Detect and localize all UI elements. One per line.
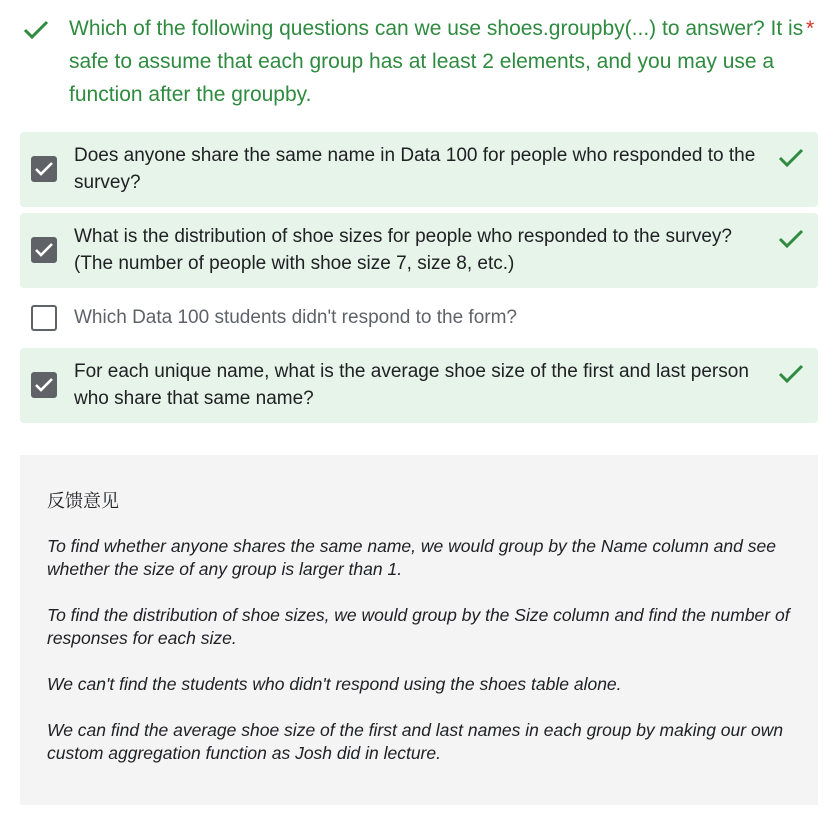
checkbox-checked[interactable] xyxy=(31,372,57,398)
option-label: For each unique name, what is the average shoe size of the first and last person who share that same name? xyxy=(74,361,749,409)
question-header xyxy=(0,0,836,120)
option-item[interactable] xyxy=(20,213,818,288)
correct-check-icon xyxy=(777,227,805,251)
feedback-panel xyxy=(20,455,818,805)
checkmark-icon xyxy=(34,160,54,178)
correct-check-icon xyxy=(777,146,805,170)
checkbox-checked[interactable] xyxy=(31,237,57,263)
checkmark-icon xyxy=(34,376,54,394)
option-item[interactable] xyxy=(20,132,818,207)
feedback-paragraph: We can't find the students who didn't respond using the shoes table alone. xyxy=(47,674,622,694)
feedback-paragraph: To find whether anyone shares the same name, we would group by the Name column and see whether the size of any group is larger than 1. xyxy=(47,536,776,579)
checkbox-unchecked[interactable] xyxy=(31,305,57,331)
feedback-paragraph: To find the distribution of shoe sizes, we would group by the Size column and find the number of responses for each size. xyxy=(47,605,790,648)
option-item[interactable] xyxy=(20,348,818,423)
checkmark-icon xyxy=(34,241,54,259)
option-label: Does anyone share the same name in Data 100 for people who responded to the survey? xyxy=(74,145,756,193)
feedback-paragraph: We can find the average shoe size of the first and last names in each group by making our own custom aggregation function as Josh did in lecture. xyxy=(47,720,784,763)
required-asterisk: * xyxy=(806,17,815,40)
option-label: Which Data 100 students didn't respond to the form? xyxy=(74,307,517,328)
option-label: What is the distribution of shoe sizes for people who responded to the survey? (The number of people with shoe size 7, size 8, etc.) xyxy=(74,226,732,274)
feedback-title: 反馈意见 xyxy=(47,491,119,511)
correct-check-icon xyxy=(777,362,805,386)
checkbox-checked[interactable] xyxy=(31,156,57,182)
option-item[interactable] xyxy=(20,296,818,340)
check-icon xyxy=(22,18,50,42)
question-text: Which of the following questions can we use shoes.groupby(...) to answer? It is safe to assume that each group has at least 2 elements, and you may use a function after the groupby. xyxy=(69,17,804,106)
